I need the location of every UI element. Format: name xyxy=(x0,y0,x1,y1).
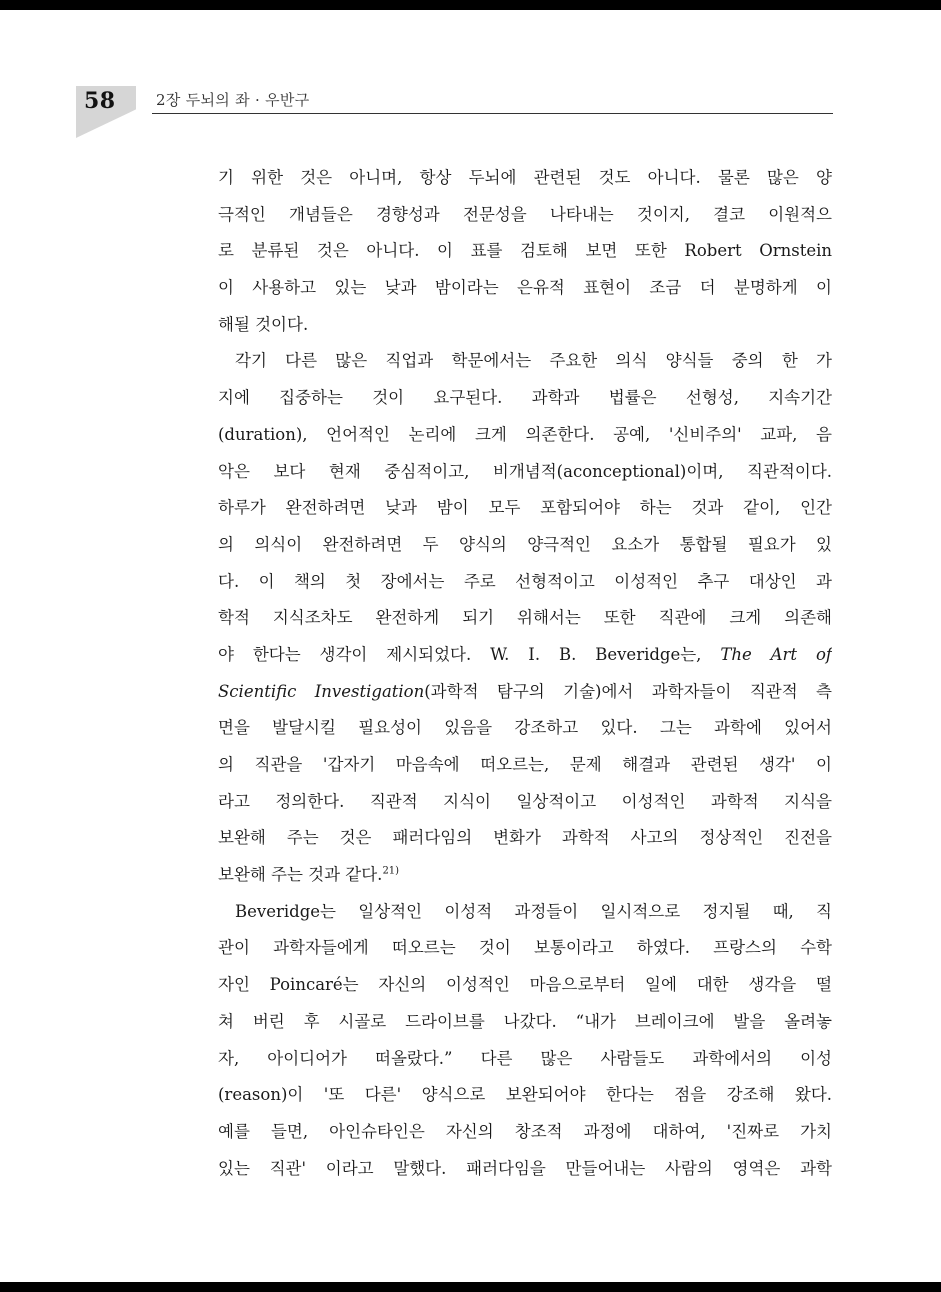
text-line: 의 직관을 '갑자기 마음속에 떠오르는, 문제 해결과 관련된 생각' 이 xyxy=(218,755,832,774)
text-line: (reason)이 '또 다른' 양식으로 보완되어야 한다는 점을 강조해 왔다. xyxy=(218,1085,832,1105)
footnote-ref: 21) xyxy=(382,865,400,877)
book-title-italic: The Art of xyxy=(720,644,832,664)
text-line-with-title xyxy=(218,674,832,711)
page-number: 58 xyxy=(84,88,116,114)
text-line: 의 의식이 완전하려면 두 양식의 양극적인 요소가 통합될 필요가 있 xyxy=(218,534,832,554)
text-line: 라고 정의한다. 직관적 지식이 일상적이고 이성적인 과학적 지식을 xyxy=(218,791,832,811)
text-line: 예를 들면, 아인슈타인은 자신의 창조적 과정에 대하여, '진짜로 가치 xyxy=(218,1121,832,1141)
text-fragment: 야 한다는 생각이 제시되었다. W. I. B. Beveridge는, xyxy=(218,644,721,664)
text-fragment: (과학적 탐구의 기술)에서 과학자들이 직관적 측 xyxy=(424,681,832,701)
running-header: 2장 두뇌의 좌 · 우반구 xyxy=(156,91,310,109)
text-line: 기 위한 것은 아니며, 항상 두뇌에 관련된 것도 아니다. 물론 많은 양 xyxy=(218,168,832,187)
text-line: 이 사용하고 있는 낮과 밤이라는 은유적 표현이 조금 더 분명하게 이 xyxy=(218,278,832,298)
text-line: 악은 보다 현재 중심적이고, 비개념적(aconceptional)이며, 직관적이다. xyxy=(218,461,832,481)
text-line: 극적인 개념들은 경향성과 전문성을 나타내는 것이지, 결코 이원적으 xyxy=(218,204,832,224)
text-line: Beveridge는 일상적인 이성적 과정들이 일시적으로 정지될 때, 직 xyxy=(235,901,832,921)
text-line: 보완해 주는 것은 패러다임의 변화가 과학적 사고의 정상적인 진전을 xyxy=(218,828,832,848)
text-line: (duration), 언어적인 논리에 크게 의존한다. 공예, '신비주의' 교파, 음 xyxy=(218,424,832,444)
text-line: 해될 것이다. xyxy=(218,314,309,334)
text-line: 면을 발달시킬 필요성이 있음을 강조하고 있다. 그는 과학에 있어서 xyxy=(218,718,832,738)
text-line: 로 분류된 것은 아니다. 이 표를 검토해 보면 또한 Robert Ornstein xyxy=(218,241,832,261)
text-line-with-footnote xyxy=(218,857,832,894)
body-text xyxy=(218,160,832,1187)
text-fragment: 보완해 주는 것과 같다. xyxy=(218,865,383,885)
text-line: 하루가 완전하려면 낮과 밤이 모두 포함되어야 하는 것과 같이, 인간 xyxy=(218,498,832,518)
bottom-border-bar xyxy=(0,1282,941,1292)
text-line: 쳐 버린 후 시골로 드라이브를 나갔다. “내가 브레이크에 발을 올려놓 xyxy=(218,1011,832,1031)
text-line: 학적 지식조차도 완전하게 되기 위해서는 또한 직관에 크게 의존해 xyxy=(218,608,832,628)
text-line: 다. 이 책의 첫 장에서는 주로 선형적이고 이성적인 추구 대상인 과 xyxy=(218,571,832,591)
top-border-bar xyxy=(0,0,941,10)
text-line: 관이 과학자들에게 떠오르는 것이 보통이라고 하였다. 프랑스의 수학 xyxy=(218,938,832,958)
book-title-italic: Scientific Investigation xyxy=(218,681,425,701)
text-line-with-title xyxy=(218,637,832,674)
text-line: 지에 집중하는 것이 요구된다. 과학과 법률은 선형성, 지속기간 xyxy=(218,388,832,408)
text-line: 자, 아이디어가 떠올랐다.” 다른 많은 사람들도 과학에서의 이성 xyxy=(218,1048,832,1068)
text-line: 자인 Poincaré는 자신의 이성적인 마음으로부터 일에 대한 생각을 떨 xyxy=(218,975,832,995)
text-line: 있는 직관' 이라고 말했다. 패러다임을 만들어내는 사람의 영역은 과학 xyxy=(218,1158,832,1178)
text-line: 각기 다른 많은 직업과 학문에서는 주요한 의식 양식들 중의 한 가 xyxy=(235,351,832,371)
header-rule xyxy=(152,113,833,114)
